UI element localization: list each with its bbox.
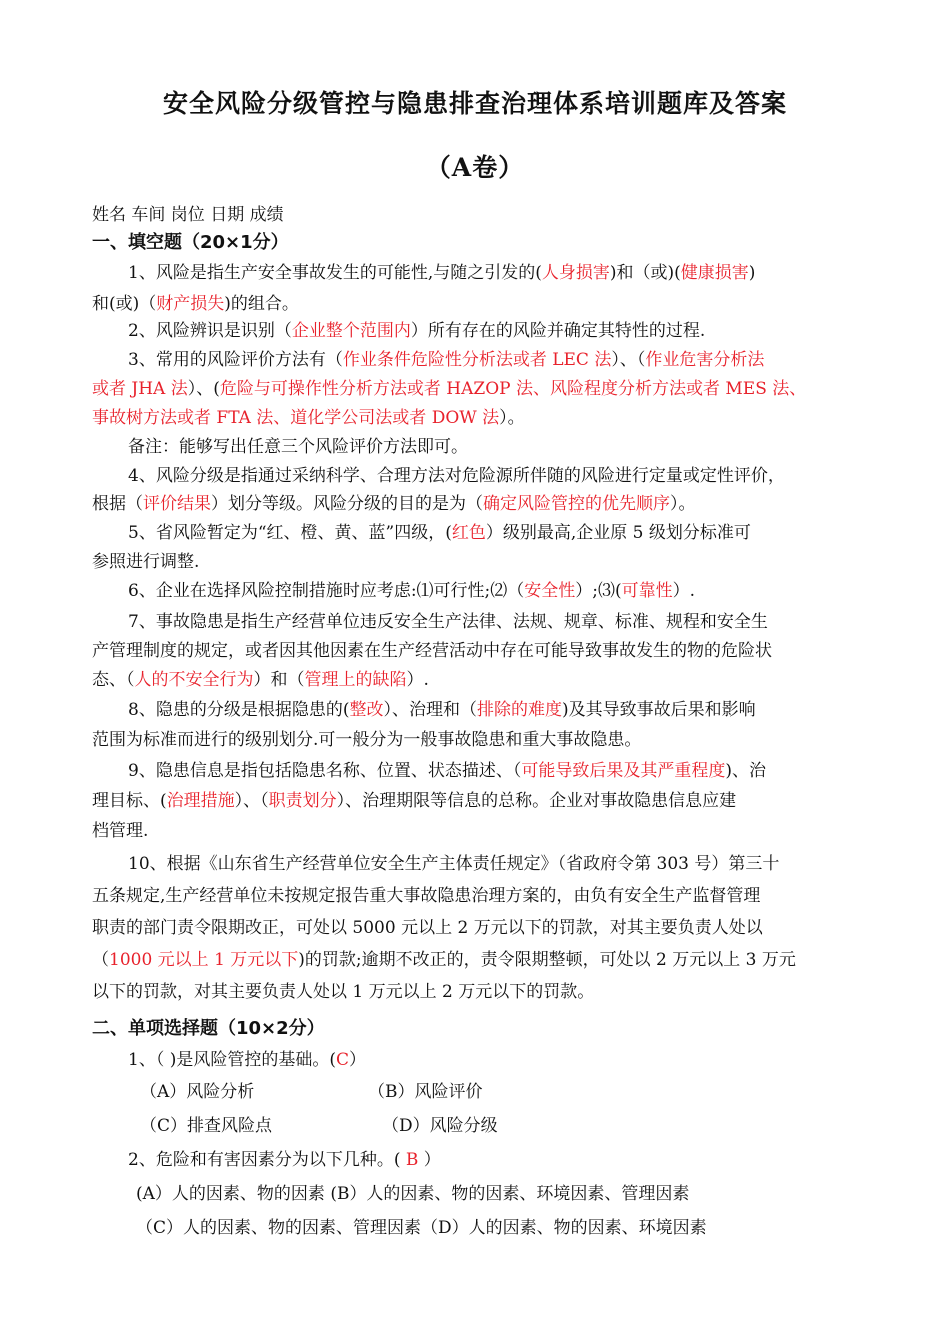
question-3-line-1: 3、常用的风险评价方法有（作业条件危险性分析法或者 LEC 法）、（作业危害分析法 (128, 350, 765, 370)
section1-heading: 一、填空题（20×1分） (92, 232, 289, 253)
answer-text: 作业条件危险性分析法或者 LEC 法 (342, 350, 612, 370)
question-5-line-2: 参照进行调整. (92, 552, 200, 572)
section2-heading: 二、单项选择题（10×2分） (92, 1018, 325, 1039)
question-10-line-3: 职责的部门责令限期改正，可处以 5000 元以上 2 万元以下的罚款，对其主要负责人处以 (92, 918, 763, 938)
note: 备注：能够写出任意三个风险评价方法即可。 (128, 437, 468, 457)
answer-text: 确定风险管控的优先顺序 (483, 494, 670, 514)
answer-text: 安全性 (524, 581, 576, 601)
question-9-line-2: 理目标、(治理措施）、（职责划分）、治理期限等信息的总称。企业对事故隐患信息应建 (92, 791, 737, 811)
answer-text: 1000 元以上 1 万元以下 (109, 950, 299, 970)
question-5-line-1: 5、省风险暂定为“红、橙、黄、蓝”四级，(红色）级别最高,企业原 5 级划分标准可 (128, 523, 751, 543)
answer-text: 作业危害分析法 (645, 350, 765, 370)
question-9-line-1: 9、隐患信息是指包括隐患名称、位置、状态描述、（可能导致后果及其严重程度)、治 (128, 761, 766, 781)
question-7-line-1: 7、事故隐患是指生产经营单位违反安全生产法律、法规、规章、标准、规程和安全生 (128, 612, 768, 632)
answer-text: 健康损害 (680, 263, 749, 283)
question-4-line-1: 4、风险分级是指通过采纳科学、合理方法对危险源所伴随的风险进行定量或定性评价， (128, 466, 785, 486)
question-10-line-2: 五条规定,生产经营单位未按规定报告重大事故隐患治理方案的，由负有安全生产监督管理 (92, 886, 761, 906)
option-b: （B）风险评价 (368, 1082, 483, 1102)
answer-text: 事故树方法或者 FTA 法、道化学公司法或者 DOW 法 (92, 408, 500, 428)
answer-text: 职责划分 (268, 791, 337, 811)
question-7-line-3: 态、（人的不安全行为）和（管理上的缺陷）. (92, 670, 429, 690)
answer-text: 人身损害 (541, 263, 610, 283)
choice-question-1: 1、（ )是风险管控的基础。(C） (128, 1050, 366, 1070)
info-line: 姓名 车间 岗位 日期 成绩 (92, 205, 284, 225)
question-1-line-1: 1、风险是指生产安全事故发生的可能性,与随之引发的(人身损害)和（或)(健康损害) (128, 263, 756, 283)
question-8-line-2: 范围为标准而进行的级别划分.可一般分为一般事故隐患和重大事故隐患。 (92, 730, 642, 750)
answer-text: 评价结果 (143, 494, 211, 514)
choice-question-2: 2、危险和有害因素分为以下几种。( B ） (128, 1150, 441, 1170)
answer-text: 可能导致后果及其严重程度 (521, 761, 726, 781)
answer-text: B (400, 1150, 424, 1170)
question-10-line-5: 以下的罚款，对其主要负责人处以 1 万元以上 2 万元以下的罚款。 (92, 982, 595, 1002)
question-9-line-3: 档管理. (92, 821, 149, 841)
answer-text: 管理上的缺陷 (304, 670, 407, 690)
question-8-line-1: 8、隐患的分级是根据隐患的(整改）、治理和（排除的难度)及其导致事故后果和影响 (128, 700, 756, 720)
question-2: 2、风险辨识是识别（企业整个范围内）所有存在的风险并确定其特性的过程. (128, 321, 706, 341)
question-1-line-2: 和(或)（财产损失)的组合。 (92, 294, 299, 314)
answer-text: 或者 JHA 法 (92, 379, 188, 399)
answer-text: 整改 (349, 700, 384, 720)
document-subtitle: （A卷） (425, 153, 525, 182)
document-title: 安全风险分级管控与隐患排查治理体系培训题库及答案 (162, 89, 787, 118)
answer-text: 危险与可操作性分析方法或者 HAZOP 法、风险程度分析方法或者 MES 法、 (219, 379, 807, 399)
choice-question-2-options-line-2: （C）人的因素、物的因素、管理因素（D）人的因素、物的因素、环境因素 (136, 1218, 707, 1238)
question-3-line-2: 或者 JHA 法）、(危险与可操作性分析方法或者 HAZOP 法、风险程度分析方法或者 MES 法、 (92, 379, 807, 399)
answer-text: C (335, 1050, 349, 1070)
answer-text: 财产损失 (156, 294, 225, 314)
option-c: （C）排查风险点 (140, 1116, 273, 1136)
choice-question-2-options-line-1: (A）人的因素、物的因素 (B）人的因素、物的因素、环境因素、管理因素 (136, 1184, 690, 1204)
answer-text: 可靠性 (621, 581, 673, 601)
answer-text: 红色 (451, 523, 486, 543)
question-3-line-3: 事故树方法或者 FTA 法、道化学公司法或者 DOW 法）。 (92, 408, 525, 428)
option-d: （D）风险分级 (382, 1116, 498, 1136)
question-7-line-2: 产管理制度的规定，或者因其他因素在生产经营活动中存在可能导致事故发生的物的危险状 (92, 641, 772, 661)
answer-text: 治理措施 (166, 791, 235, 811)
answer-text: 人的不安全行为 (134, 670, 254, 690)
answer-text: 企业整个范围内 (291, 321, 411, 341)
question-10-line-1: 10、根据《山东省生产经营单位安全生产主体责任规定》（省政府令第 303 号）第三十 (128, 854, 780, 874)
option-a: （A）风险分析 (140, 1082, 255, 1102)
answer-text: 排除的难度 (476, 700, 562, 720)
question-6: 6、企业在选择风险控制措施时应考虑:⑴可行性;⑵（安全性）;⑶(可靠性）. (128, 581, 696, 601)
question-4-line-2: 根据（评价结果）划分等级。风险分级的目的是为（确定风险管控的优先顺序）。 (92, 494, 696, 514)
question-10-line-4: （1000 元以上 1 万元以下)的罚款;逾期不改正的，责令限期整顿，可处以 2 万元以上 3 万元 (92, 950, 796, 970)
